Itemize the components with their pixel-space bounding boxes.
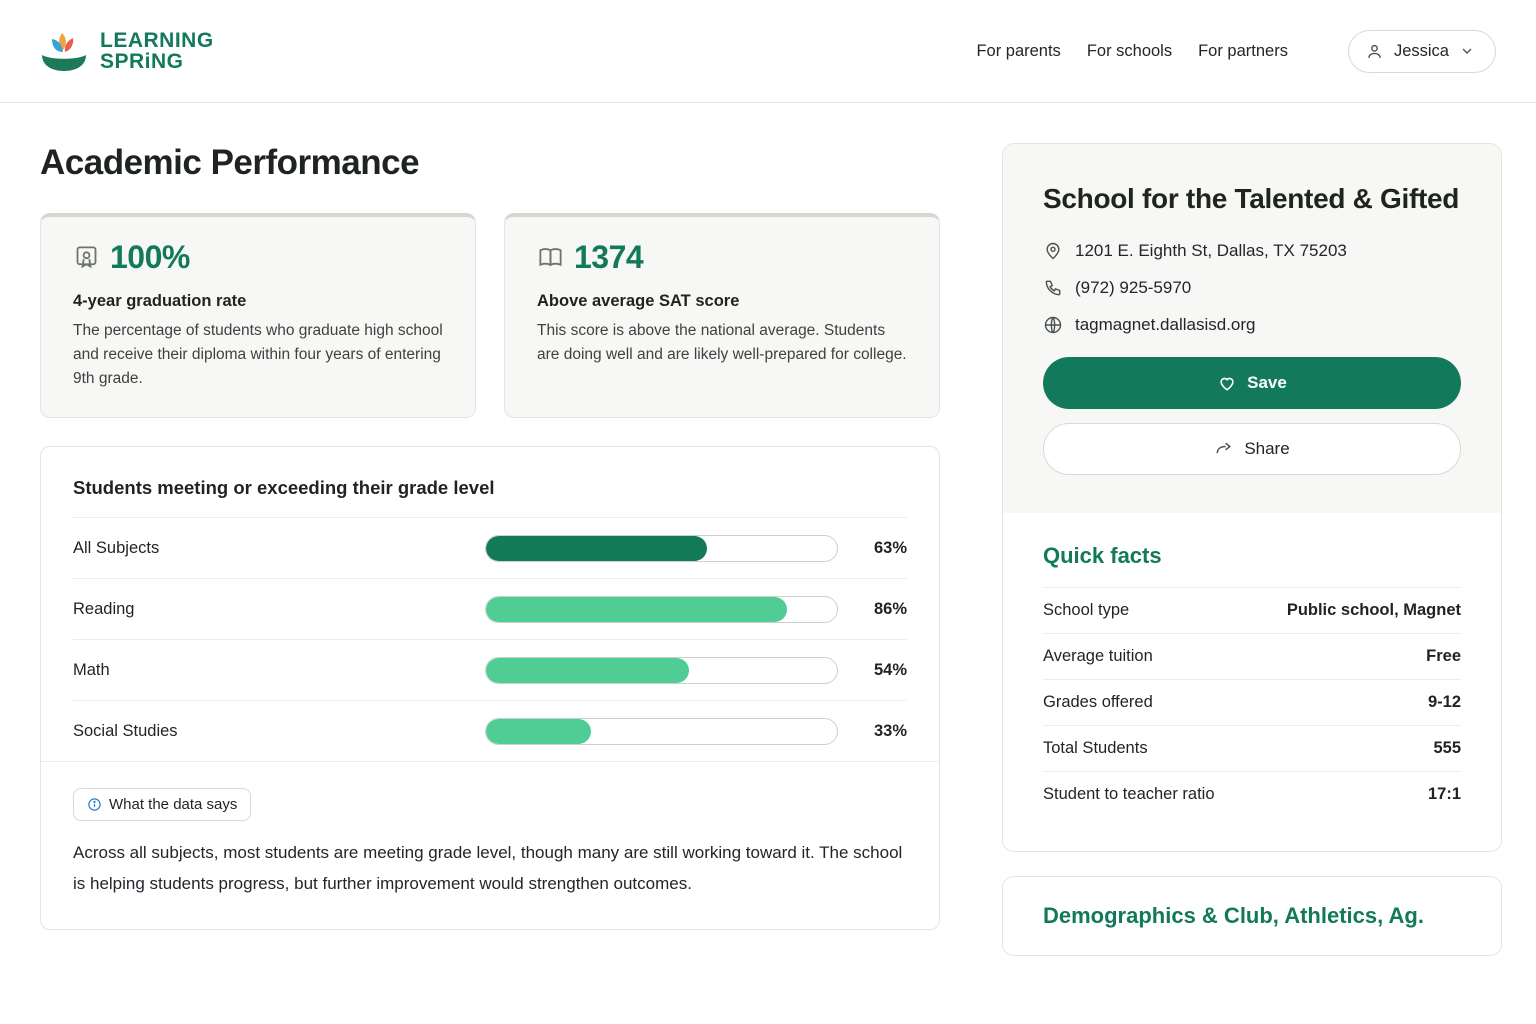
table-row bbox=[73, 639, 907, 700]
subject-label: Social Studies bbox=[73, 721, 178, 740]
quick-fact-row bbox=[1043, 725, 1461, 771]
page-title: Academic Performance bbox=[40, 143, 420, 182]
quick-fact-value: 17:1 bbox=[1427, 785, 1461, 803]
subject-percent: 33% bbox=[873, 721, 907, 740]
quick-fact-row bbox=[1043, 587, 1461, 633]
subject-percent: 86% bbox=[873, 599, 907, 618]
school-address: 1201 E. Eighth St, Dallas, TX 75203 bbox=[1075, 241, 1347, 260]
stat-description: This score is above the national average. Students are doing well and are likely well-prepared for college. bbox=[537, 322, 907, 363]
phone-icon bbox=[1043, 278, 1063, 298]
logo-line-1: LEARNING bbox=[100, 29, 214, 52]
progress-bar bbox=[485, 657, 837, 684]
progress-bar-fill bbox=[486, 597, 787, 622]
map-pin-icon bbox=[1043, 241, 1063, 261]
quick-facts-section bbox=[1003, 513, 1501, 851]
quick-fact-value: Free bbox=[1426, 647, 1461, 665]
share-icon bbox=[1214, 439, 1234, 459]
quick-fact-label: Total Students bbox=[1043, 739, 1148, 757]
user-name: Jessica bbox=[1393, 41, 1449, 60]
progress-bar-fill bbox=[486, 658, 689, 683]
stat-label: 4-year graduation rate bbox=[73, 292, 247, 310]
school-info-card bbox=[1002, 143, 1502, 852]
school-address-row bbox=[1043, 241, 1461, 261]
table-row bbox=[73, 517, 907, 578]
quick-fact-value: 9-12 bbox=[1427, 693, 1461, 711]
school-website-row bbox=[1043, 315, 1461, 335]
logo-text bbox=[100, 30, 214, 72]
user-icon bbox=[1365, 42, 1384, 61]
school-name: School for the Talented & Gifted bbox=[1043, 183, 1460, 214]
logo-line-2: SPRiNG bbox=[100, 50, 184, 73]
what-the-data-says-section bbox=[41, 761, 939, 929]
data-summary-text: Across all subjects, most students are meeting grade level, though many are still working toward it. The school is helping students progress, but further improvement would strengthen outcomes. bbox=[73, 843, 903, 893]
chevron-down-icon bbox=[1459, 43, 1475, 59]
table-row bbox=[73, 578, 907, 639]
nav-item-for-schools[interactable]: For schools bbox=[1086, 41, 1173, 60]
quick-fact-value: Public school, Magnet bbox=[1286, 601, 1461, 619]
stat-description: The percentage of students who graduate high school and receive their diploma within four years of entering 9th grade. bbox=[73, 322, 443, 387]
quick-fact-label: Average tuition bbox=[1043, 647, 1153, 665]
subject-label: All Subjects bbox=[73, 538, 160, 557]
main-column bbox=[40, 143, 940, 1024]
next-section-card[interactable] bbox=[1002, 876, 1502, 956]
quick-fact-label: Student to teacher ratio bbox=[1043, 785, 1215, 803]
grade-level-panel bbox=[40, 446, 940, 930]
grade-level-bars bbox=[41, 517, 939, 761]
progress-bar bbox=[485, 718, 837, 745]
main-nav bbox=[976, 30, 1496, 73]
school-website[interactable]: tagmagnet.dallasisd.org bbox=[1075, 315, 1256, 334]
school-phone[interactable]: (972) 925-5970 bbox=[1075, 278, 1192, 297]
stat-value: 100% bbox=[110, 239, 190, 275]
user-menu-button[interactable] bbox=[1348, 30, 1496, 73]
book-icon bbox=[537, 244, 564, 271]
share-button[interactable] bbox=[1043, 423, 1461, 475]
sidebar-column bbox=[1002, 143, 1502, 1024]
quick-facts-title: Quick facts bbox=[1043, 543, 1162, 568]
table-row bbox=[73, 700, 907, 761]
save-button-label: Save bbox=[1247, 373, 1287, 392]
stat-card-graduation-rate bbox=[40, 213, 476, 418]
nav-item-for-parents[interactable]: For parents bbox=[976, 41, 1061, 60]
quick-fact-label: School type bbox=[1043, 601, 1130, 619]
quick-fact-row bbox=[1043, 679, 1461, 725]
next-section-title: Demographics & Club, Athletics, Ag. bbox=[1043, 903, 1424, 928]
progress-bar-fill bbox=[486, 536, 707, 561]
nav-item-for-partners[interactable]: For partners bbox=[1198, 41, 1288, 60]
progress-bar bbox=[485, 596, 837, 623]
stat-cards bbox=[40, 213, 940, 418]
school-info-top bbox=[1003, 144, 1501, 513]
subject-label: Reading bbox=[73, 599, 135, 618]
site-header bbox=[0, 0, 1536, 103]
page-body bbox=[0, 103, 1536, 1024]
globe-icon bbox=[1043, 315, 1063, 335]
logo[interactable] bbox=[40, 29, 214, 73]
what-the-data-says-chip[interactable] bbox=[73, 788, 251, 821]
subject-percent: 63% bbox=[873, 538, 907, 557]
quick-fact-row bbox=[1043, 771, 1461, 817]
save-button[interactable] bbox=[1043, 357, 1461, 409]
stat-label: Above average SAT score bbox=[537, 292, 740, 310]
progress-bar-fill bbox=[486, 719, 591, 744]
progress-bar bbox=[485, 535, 837, 562]
subject-label: Math bbox=[73, 660, 110, 679]
share-button-label: Share bbox=[1244, 439, 1290, 458]
stat-value: 1374 bbox=[574, 239, 644, 275]
quick-fact-label: Grades offered bbox=[1043, 693, 1153, 711]
subject-percent: 54% bbox=[873, 660, 907, 679]
certificate-icon bbox=[73, 244, 100, 271]
school-phone-row bbox=[1043, 278, 1461, 298]
chip-label: What the data says bbox=[109, 796, 238, 813]
panel-title: Students meeting or exceeding their grade level bbox=[73, 477, 495, 498]
quick-fact-value: 555 bbox=[1433, 739, 1461, 757]
info-icon bbox=[87, 797, 102, 812]
heart-icon bbox=[1217, 373, 1237, 393]
learning-spring-logo-icon bbox=[40, 29, 88, 73]
stat-card-sat-score bbox=[504, 213, 940, 418]
quick-fact-row bbox=[1043, 633, 1461, 679]
